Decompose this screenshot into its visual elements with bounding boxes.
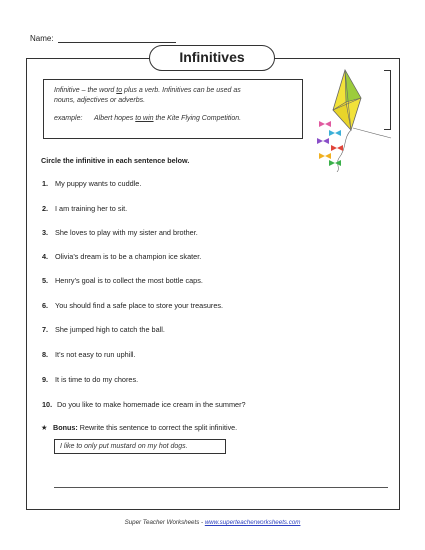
question-item [42,301,223,310]
question-text[interactable]: Do you like to make homemade ice cream in the summer? [57,400,246,409]
question-number: 1. [42,179,49,188]
kite-illustration [313,68,393,172]
question-number: 7. [42,325,49,334]
question-number: 6. [42,301,49,310]
question-text[interactable]: You should find a safe place to store your treasures. [55,301,224,310]
example-label: example: [54,115,83,122]
definition-box [43,79,303,139]
question-number: 3. [42,228,49,237]
definition-line-1 [54,86,292,96]
footer-brand: Super Teacher Worksheets [124,519,200,526]
question-item [42,325,165,334]
question-item [42,204,127,213]
question-item [42,350,136,359]
question-number: 5. [42,276,49,285]
question-text[interactable]: She jumped high to catch the ball. [55,325,165,334]
example-row [54,114,292,124]
name-row [30,34,176,43]
question-number: 4. [42,252,49,261]
definition-text-rest: plus a verb. Infinitives can be used as [122,87,241,94]
example-pre: Albert hopes [94,115,136,122]
question-text[interactable]: My puppy wants to cuddle. [55,179,142,188]
question-number: 9. [42,375,49,384]
question-text[interactable]: I am training her to sit. [55,204,128,213]
question-item [42,252,201,261]
example-infinitive: to win [135,115,154,122]
bonus-sentence-box: I like to only put mustard on my hot dogs. [54,439,226,454]
question-number: 8. [42,350,49,359]
footer-separator: - [199,519,205,526]
question-item [42,400,246,409]
definition-line-2: nouns, adjectives or adverbs. [54,97,146,104]
question-text[interactable]: It’s not easy to run uphill. [55,350,136,359]
question-item [42,179,141,188]
question-item [42,375,138,384]
question-text[interactable]: Henry’s goal is to collect the most bottle caps. [55,276,203,285]
page-title: Infinitives [149,45,275,71]
bonus-row [41,423,237,432]
question-item [42,276,203,285]
question-text[interactable]: She loves to play with my sister and brother. [55,228,198,237]
question-text[interactable]: Olivia’s dream is to be a champion ice skater. [55,252,202,261]
name-label: Name: [30,34,54,43]
question-item [42,228,198,237]
question-number: 10. [42,400,53,409]
star-icon: ★ [41,423,48,432]
answer-line[interactable] [54,487,388,488]
example-post: the Kite Flying Competition. [153,115,242,122]
bonus-text: Rewrite this sentence to correct the split infinitive. [77,423,238,432]
question-number: 2. [42,204,49,213]
footer [0,519,425,526]
instructions: Circle the infinitive in each sentence below. [41,156,190,165]
question-text[interactable]: It is time to do my chores. [55,375,139,384]
name-line[interactable] [58,34,176,43]
bonus-label: Bonus: [53,423,78,432]
definition-word: to [116,87,123,94]
definition-text: Infinitive – the word [54,87,117,94]
tail-bow-icon [317,121,343,166]
footer-link[interactable]: www.superteacherworksheets.com [204,519,301,526]
